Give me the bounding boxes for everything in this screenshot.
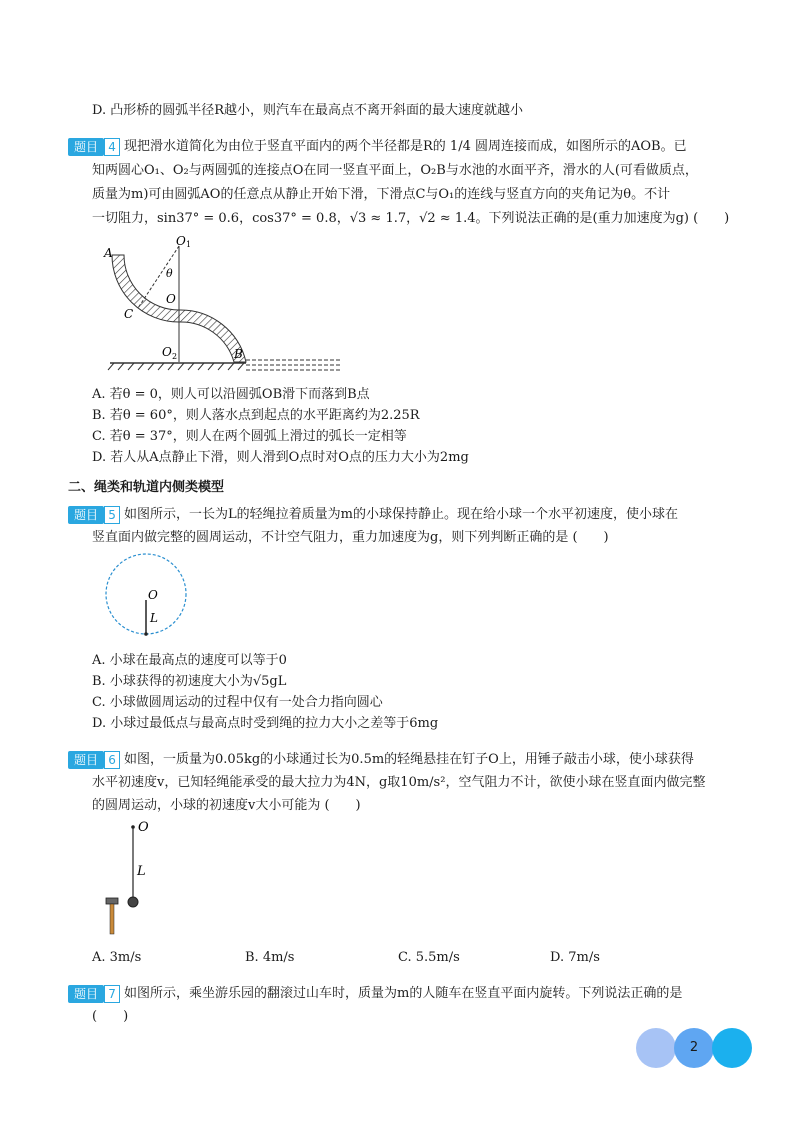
q4-line1 [68, 136, 687, 158]
q6-option-b: B. 4m/s [245, 950, 295, 965]
q4-line4: 一切阻力，sin37° = 0.6，cos37° = 0.8，√3 ≈ 1.7，√2 ≈ 1.4。下列说法正确的是(重力加速度为g) ( ) [92, 211, 730, 226]
q6-text-1: 如图，一质量为0.05kg的小球通过长为0.5m的轻绳悬挂在钉子O上，用锤子敲击小球，使小球获得 [124, 752, 694, 767]
q6-line2: 水平初速度v，已知轻绳能承受的最大拉力为4N，g取10m/s²，空气阻力不计，欲使小球在竖直面内做完整 [92, 775, 706, 790]
q6-badge: 题目 [68, 751, 104, 769]
q5-option-a: A. 小球在最高点的速度可以等于0 [92, 653, 287, 668]
q5-option-b: B. 小球获得的初速度大小为√5gL [92, 674, 287, 689]
q4-line3: 质量为m)可由圆弧AO的任意点从静止开始下滑，下滑点C与O₁的连线与竖直方向的夹角记为θ。不计 [92, 187, 671, 202]
q4-line2: 知两圆心O₁、O₂与两圆弧的连接点O在同一竖直平面上，O₂B与水池的水面平齐，滑水的人(可看做质点， [92, 163, 698, 178]
q6-option-c: C. 5.5m/s [398, 950, 460, 965]
q6-figure [100, 818, 170, 938]
q6-label-l: L [137, 864, 146, 879]
q6-number: 6 [104, 751, 120, 769]
q5-line2: 竖直面内做完整的圆周运动，不计空气阻力，重力加速度为g，则下列判断正确的是 ( ) [92, 530, 609, 545]
footer-dot-right [712, 1028, 752, 1068]
q5-option-d: D. 小球过最低点与最高点时受到绳的拉力大小之差等于6mg [92, 716, 439, 731]
q7-line1 [68, 983, 682, 1005]
q5-option-c: C. 小球做圆周运动的过程中仅有一处合力指向圆心 [92, 695, 383, 710]
q4-label-c: C [124, 307, 134, 321]
q6-line3: 的圆周运动，小球的初速度v大小可能为 ( ) [92, 798, 361, 813]
section-title: 二、绳类和轨道内侧类模型 [68, 480, 225, 495]
q4-label-a: A [104, 246, 113, 260]
q4-option-c: C. 若θ = 37°，则人在两个圆弧上滑过的弧长一定相等 [92, 429, 407, 444]
q6-option-a: A. 3m/s [92, 950, 142, 965]
q4-label-o2-sub: 2 [172, 352, 178, 361]
q6-label-o: O [138, 820, 149, 835]
q4-option-b: B. 若θ = 60°，则人落水点到起点的水平距离约为2.25R [92, 408, 420, 423]
q7-badge: 题目 [68, 985, 104, 1003]
q4-text-1: 现把滑水道简化为由位于竖直平面内的两个半径都是R的 1/4 圆周连接而成，如图所示的AOB。已 [124, 139, 687, 154]
q4-option-a: A. 若θ = 0，则人可以沿圆弧OB滑下而落到B点 [92, 387, 370, 402]
q6-line1 [68, 749, 694, 771]
q4-label-o: O [166, 292, 176, 306]
q7-number: 7 [104, 985, 120, 1003]
q5-badge: 题目 [68, 506, 104, 524]
q4-badge: 题目 [68, 138, 104, 156]
q4-label-theta: θ [166, 267, 173, 280]
q3-option-d: D. 凸形桥的圆弧半径R越小，则汽车在最高点不离开斜面的最大速度就越小 [92, 103, 524, 118]
q5-text-1: 如图所示，一长为L的轻绳拉着质量为m的小球保持静止。现在给小球一个水平初速度，使小球在 [124, 507, 678, 522]
q4-label-o1-sub: 1 [186, 240, 192, 249]
q6-option-d: D. 7m/s [550, 950, 600, 965]
footer-dot-left [636, 1028, 676, 1068]
q5-figure [100, 550, 200, 640]
q4-option-d: D. 若人从A点静止下滑，则人滑到O点时对O点的压力大小为2mg [92, 450, 469, 465]
q5-number: 5 [104, 506, 120, 524]
q4-label-o2: O [162, 345, 172, 359]
q5-line1 [68, 504, 678, 526]
q7-text-1: 如图所示，乘坐游乐园的翻滚过山车时，质量为m的人随车在竖直平面内旋转。下列说法正确的是 [124, 986, 683, 1001]
q5-label-l: L [150, 611, 158, 625]
q4-label-o1: O [176, 234, 186, 248]
q4-figure [100, 232, 360, 377]
q4-number: 4 [104, 138, 120, 156]
q4-label-b: B [234, 347, 243, 361]
q7-line2: ( ) [92, 1009, 129, 1024]
q5-label-o: O [148, 588, 158, 602]
page-number: 2 [674, 1028, 714, 1068]
